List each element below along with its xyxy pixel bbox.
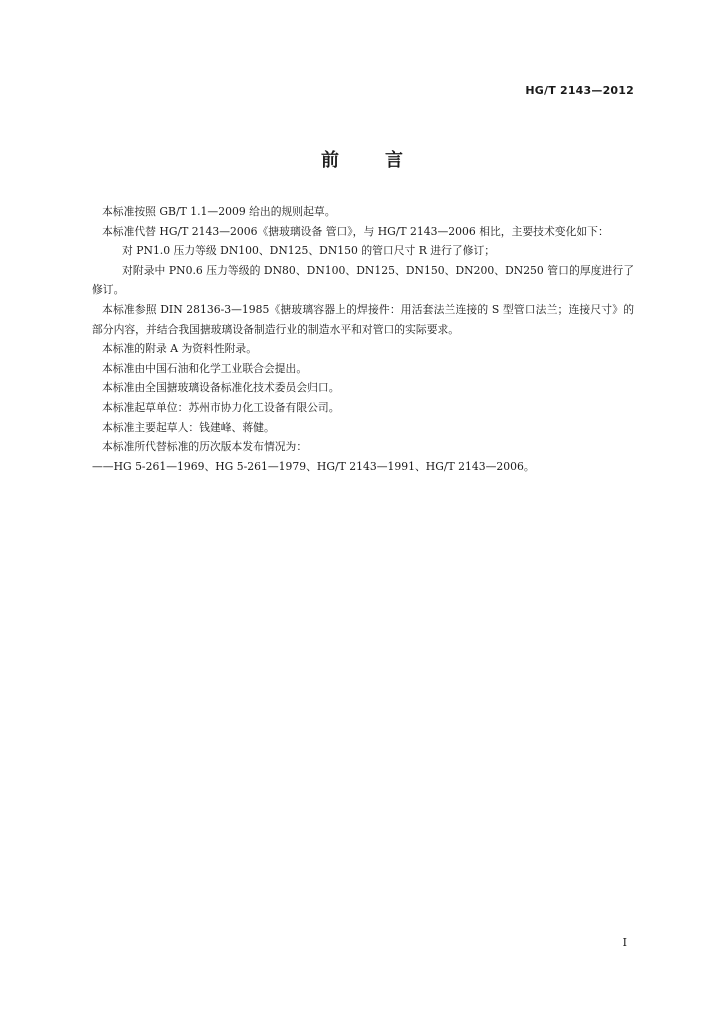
paragraph-history-list: ——HG 5-261—1969、HG 5-261—1979、HG/T 2143—1991、HG/T 2143—2006。	[92, 459, 535, 473]
paragraph-drafters: 本标准主要起草人：钱建峰、蒋健。	[102, 420, 275, 434]
paragraph-proposed-by: 本标准由中国石油和化学工业联合会提出。	[102, 361, 308, 375]
paragraph-drafting-unit: 本标准起草单位：苏州市协力化工设备有限公司。	[102, 400, 340, 414]
paragraph-change-2: 对附录中 PN0.6 压力等级的 DN80、DN100、DN125、DN150、DN200、DN250 管口的厚度进行了修订。	[92, 263, 634, 297]
paragraph-reference: 本标准参照 DIN 28136-3—1985《搪玻璃容器上的焊接件：用活套法兰连接的 S 型管口法兰；连接尺寸》的部分内容，并结合我国搪玻璃设备制造行业的制造水平和对管口的实际要求。	[92, 302, 634, 336]
paragraph-drafting-rules: 本标准按照 GB/T 1.1—2009 给出的规则起草。	[102, 205, 336, 218]
page-number: I	[622, 936, 627, 949]
paragraph-replaces: 本标准代替 HG/T 2143—2006《搪玻璃设备 管口》，与 HG/T 2143—2006 相比，主要技术变化如下：	[102, 224, 609, 238]
standard-code: HG/T 2143—2012	[525, 84, 634, 97]
paragraph-under-jurisdiction: 本标准由全国搪玻璃设备标准化技术委员会归口。	[102, 381, 340, 395]
paragraph-history-intro: 本标准所代替标准的历次版本发布情况为：	[102, 440, 308, 454]
preface-body	[92, 202, 634, 476]
paragraph-change-1: 对 PN1.0 压力等级 DN100、DN125、DN150 的管口尺寸 R 进行了修订；	[122, 244, 496, 258]
page-title: 前言	[321, 150, 449, 171]
paragraph-appendix: 本标准的附录 A 为资料性附录。	[102, 342, 258, 356]
